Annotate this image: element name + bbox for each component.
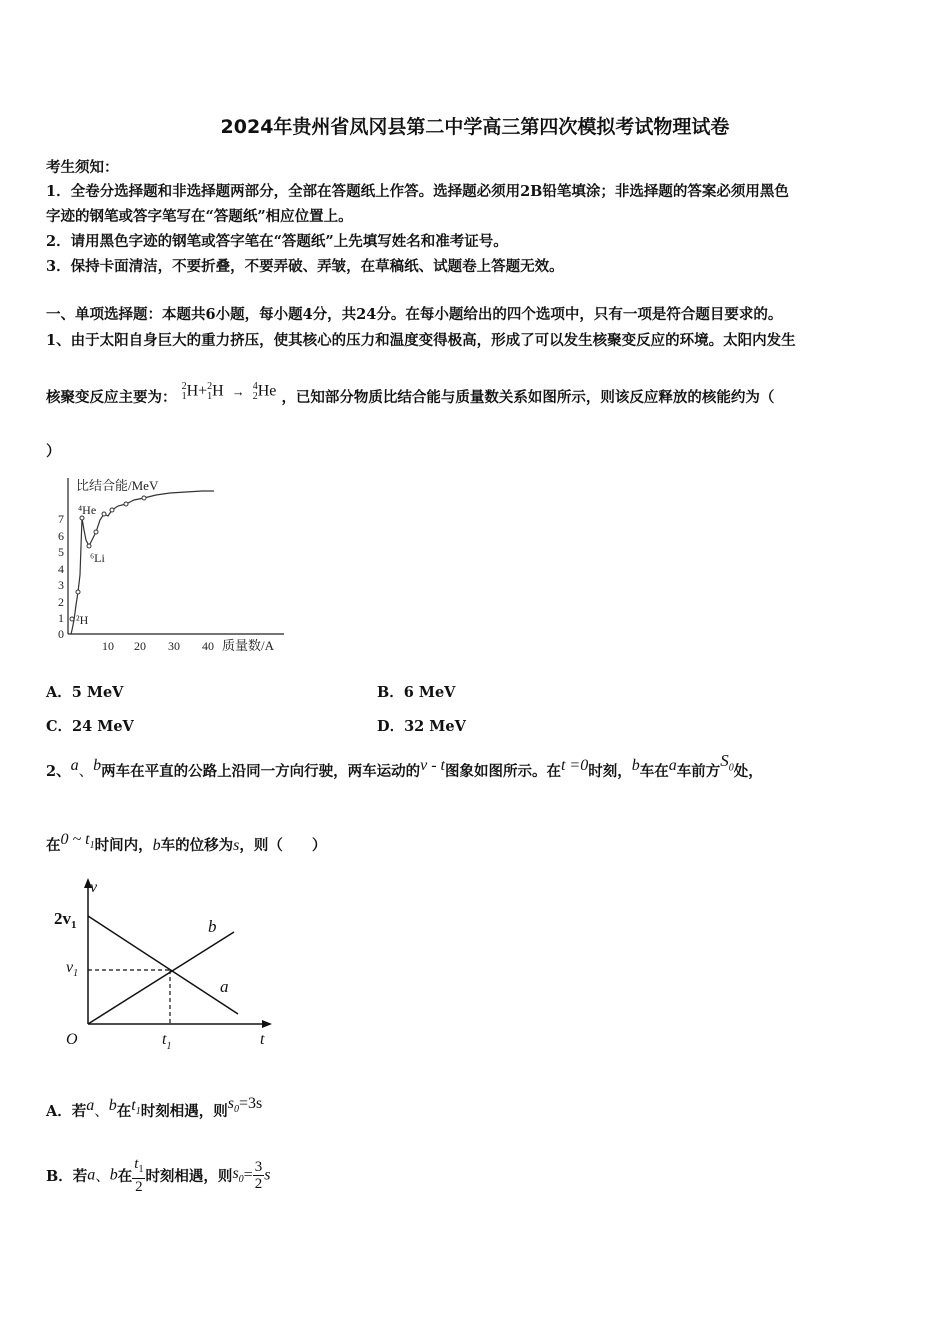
q1-close-paren: ）	[46, 443, 61, 460]
math-a: a	[86, 1097, 95, 1114]
axis-label-t: t	[260, 1031, 265, 1048]
notice-line: 3．保持卡面清洁，不要折叠，不要弄破、弄皱，在草稿纸、试题卷上答题无效。	[46, 258, 564, 275]
math-s0	[232, 1165, 244, 1186]
x-tick: 10	[102, 639, 114, 653]
fraction-3-over-2	[253, 1159, 265, 1192]
t-axis-arrow-icon	[262, 1020, 272, 1028]
q1-option-c[interactable]: C．24 MeV	[46, 718, 134, 735]
math-b: b	[631, 757, 640, 774]
subscript: 0	[728, 762, 734, 774]
q2-text: 两车在平直的公路上沿同一方向行驶，两车运动的	[101, 763, 421, 780]
math-a: a	[87, 1166, 96, 1184]
q1-pre: 核聚变反应主要为：	[46, 389, 177, 406]
label-line-b: b	[208, 917, 217, 936]
y-ticks	[58, 512, 64, 641]
text-2v: 2v	[54, 909, 71, 928]
y-tick: 1	[58, 611, 64, 625]
label-h2: ²H	[76, 613, 89, 627]
plus-sign: +	[198, 383, 208, 400]
y-tick: 6	[58, 529, 64, 543]
separator: 、	[95, 1169, 110, 1185]
page-title: 2024年贵州省凤冈县第二中学高三第四次模拟考试物理试卷	[220, 116, 730, 138]
origin-label: O	[66, 1031, 78, 1048]
fraction-numerator: 3	[254, 1159, 263, 1175]
q2-text-line2	[46, 831, 327, 857]
s-symbol: s	[232, 1165, 239, 1183]
label-t1	[162, 1031, 171, 1052]
label-li6: ⁶Li	[90, 551, 105, 565]
q2-text: 处，	[733, 763, 763, 780]
y-tick: 7	[58, 512, 64, 526]
label-2v1	[54, 909, 77, 931]
q2-text: 时间内，	[94, 837, 153, 854]
option-text: A．若	[46, 1103, 87, 1120]
s-symbol: S	[720, 751, 729, 770]
mass-number: 4	[252, 381, 258, 393]
x-tick: 40	[202, 639, 214, 653]
math-b: b	[108, 1097, 117, 1114]
equation-rhs: =3s	[238, 1095, 263, 1112]
math-t1	[131, 1097, 141, 1118]
fraction-denominator: 2	[135, 1179, 143, 1195]
x-tick: 30	[168, 639, 180, 653]
nuclide-symbol: H	[212, 383, 224, 400]
s-symbol: s	[227, 1095, 234, 1112]
label-line-a: a	[220, 977, 229, 996]
vt-graph	[48, 874, 288, 1054]
option-text: 时刻相遇，则	[145, 1168, 233, 1185]
fraction-numerator	[132, 1156, 145, 1179]
binding-energy-chart	[52, 470, 292, 660]
mass-number: 2	[207, 381, 213, 393]
x-ticks	[102, 639, 214, 653]
math-b: b	[93, 757, 102, 774]
notice-line: 1．全卷分选择题和非选择题两部分，全部在答题纸上作答。选择题必须用2B铅笔填涂；非选择题的答案必须用黑色	[46, 183, 789, 200]
subscript: 1	[135, 1106, 141, 1118]
equals-sign: =	[243, 1166, 253, 1184]
q1-option-d[interactable]: D．32 MeV	[377, 718, 466, 735]
math-vt: v - t	[420, 757, 445, 774]
y-tick: 4	[58, 562, 64, 576]
atomic-number: 1	[207, 391, 213, 403]
fraction-denominator: 2	[254, 1176, 263, 1192]
separator: 、	[78, 764, 94, 780]
q2-text: 图象如图所示。在	[444, 763, 561, 780]
q1-post: ，已知部分物质比结合能与质量数关系如图所示，则该反应释放的核能约为（	[281, 389, 775, 406]
math-s: s	[233, 837, 240, 854]
arrow-icon: →	[231, 384, 245, 399]
x-axis-label: 质量数/A	[222, 638, 275, 653]
y-tick: 2	[58, 595, 64, 609]
axis-label-v: v	[90, 879, 98, 896]
notice-line: 2．请用黑色字迹的钢笔或答字笔在“答题纸”上先填写姓名和准考证号。	[46, 233, 508, 250]
q2-number: 2、	[46, 763, 71, 780]
math-t0: t =0	[560, 757, 589, 774]
math-b: b	[109, 1166, 118, 1184]
y-tick: 5	[58, 545, 64, 559]
x-tick: 20	[134, 639, 146, 653]
option-text: 在	[116, 1103, 132, 1120]
q2-text: 车在	[639, 763, 669, 780]
notice-heading: 考生须知：	[46, 159, 119, 176]
nuclide-symbol: He	[257, 383, 277, 400]
math-s0	[720, 751, 734, 774]
nuclide-symbol: H	[186, 383, 199, 400]
atomic-number: 2	[252, 391, 258, 403]
mass-number: 2	[181, 381, 187, 393]
q1-text: 1、由于太阳自身巨大的重力挤压，使其核心的压力和温度变得极高，形成了可以发生核聚变反应的环境。太阳内发生	[46, 332, 796, 349]
q1-option-b[interactable]: B．6 MeV	[377, 684, 456, 701]
fraction-t1-over-2	[132, 1156, 145, 1195]
t-symbol: t	[131, 1097, 136, 1114]
q2-text: 在	[46, 837, 61, 854]
subscript: 1	[138, 1164, 144, 1175]
y-tick: 3	[58, 578, 64, 592]
subscript: 1	[73, 968, 79, 979]
option-text: 时刻相遇，则	[140, 1103, 228, 1120]
q2-text: 时刻，	[588, 763, 632, 780]
subscript: 1	[71, 919, 77, 931]
q2-text: 车的位移为	[160, 837, 234, 854]
y-axis-label: 比结合能/MeV	[76, 478, 159, 493]
label-v1	[66, 959, 78, 979]
q2-option-a[interactable]	[46, 1095, 263, 1123]
notice-line: 字迹的钢笔或答字笔写在“答题纸”相应位置上。	[46, 208, 353, 225]
q1-text-equation-line	[46, 381, 775, 408]
text-v: v	[66, 959, 74, 976]
subscript: 0	[238, 1174, 244, 1186]
q1-option-a[interactable]: A．5 MeV	[46, 684, 124, 701]
math-s: s	[264, 1166, 271, 1184]
math-b: b	[152, 837, 161, 854]
q2-option-b[interactable]	[46, 1156, 270, 1195]
q2-text: 车前方	[676, 763, 721, 780]
subscript: 1	[89, 840, 95, 852]
subscript: 0	[233, 1104, 239, 1116]
label-he4: ⁴He	[78, 503, 97, 517]
math-range	[60, 831, 95, 852]
fusion-equation	[182, 382, 277, 402]
atomic-number: 1	[181, 391, 187, 403]
q2-text-line1	[46, 751, 763, 783]
math-a: a	[70, 757, 79, 774]
subscript: 1	[166, 1041, 172, 1052]
math-a: a	[668, 757, 677, 774]
y-tick: 0	[58, 627, 64, 641]
text-t: t	[162, 1031, 167, 1048]
line-b	[88, 932, 234, 1024]
math-s0	[227, 1095, 239, 1116]
section-heading: 一、单项选择题：本题共6小题，每小题4分，共24分。在每小题给出的四个选项中，只有一项是符合题目要求的。	[46, 306, 783, 323]
separator: 、	[94, 1104, 109, 1120]
option-text: 在	[117, 1168, 133, 1185]
q2-text: ，则（ ）	[239, 837, 327, 854]
option-text: B．若	[46, 1168, 88, 1185]
t-symbol: t	[134, 1156, 139, 1172]
range-text: 0 ~ t	[60, 831, 90, 848]
